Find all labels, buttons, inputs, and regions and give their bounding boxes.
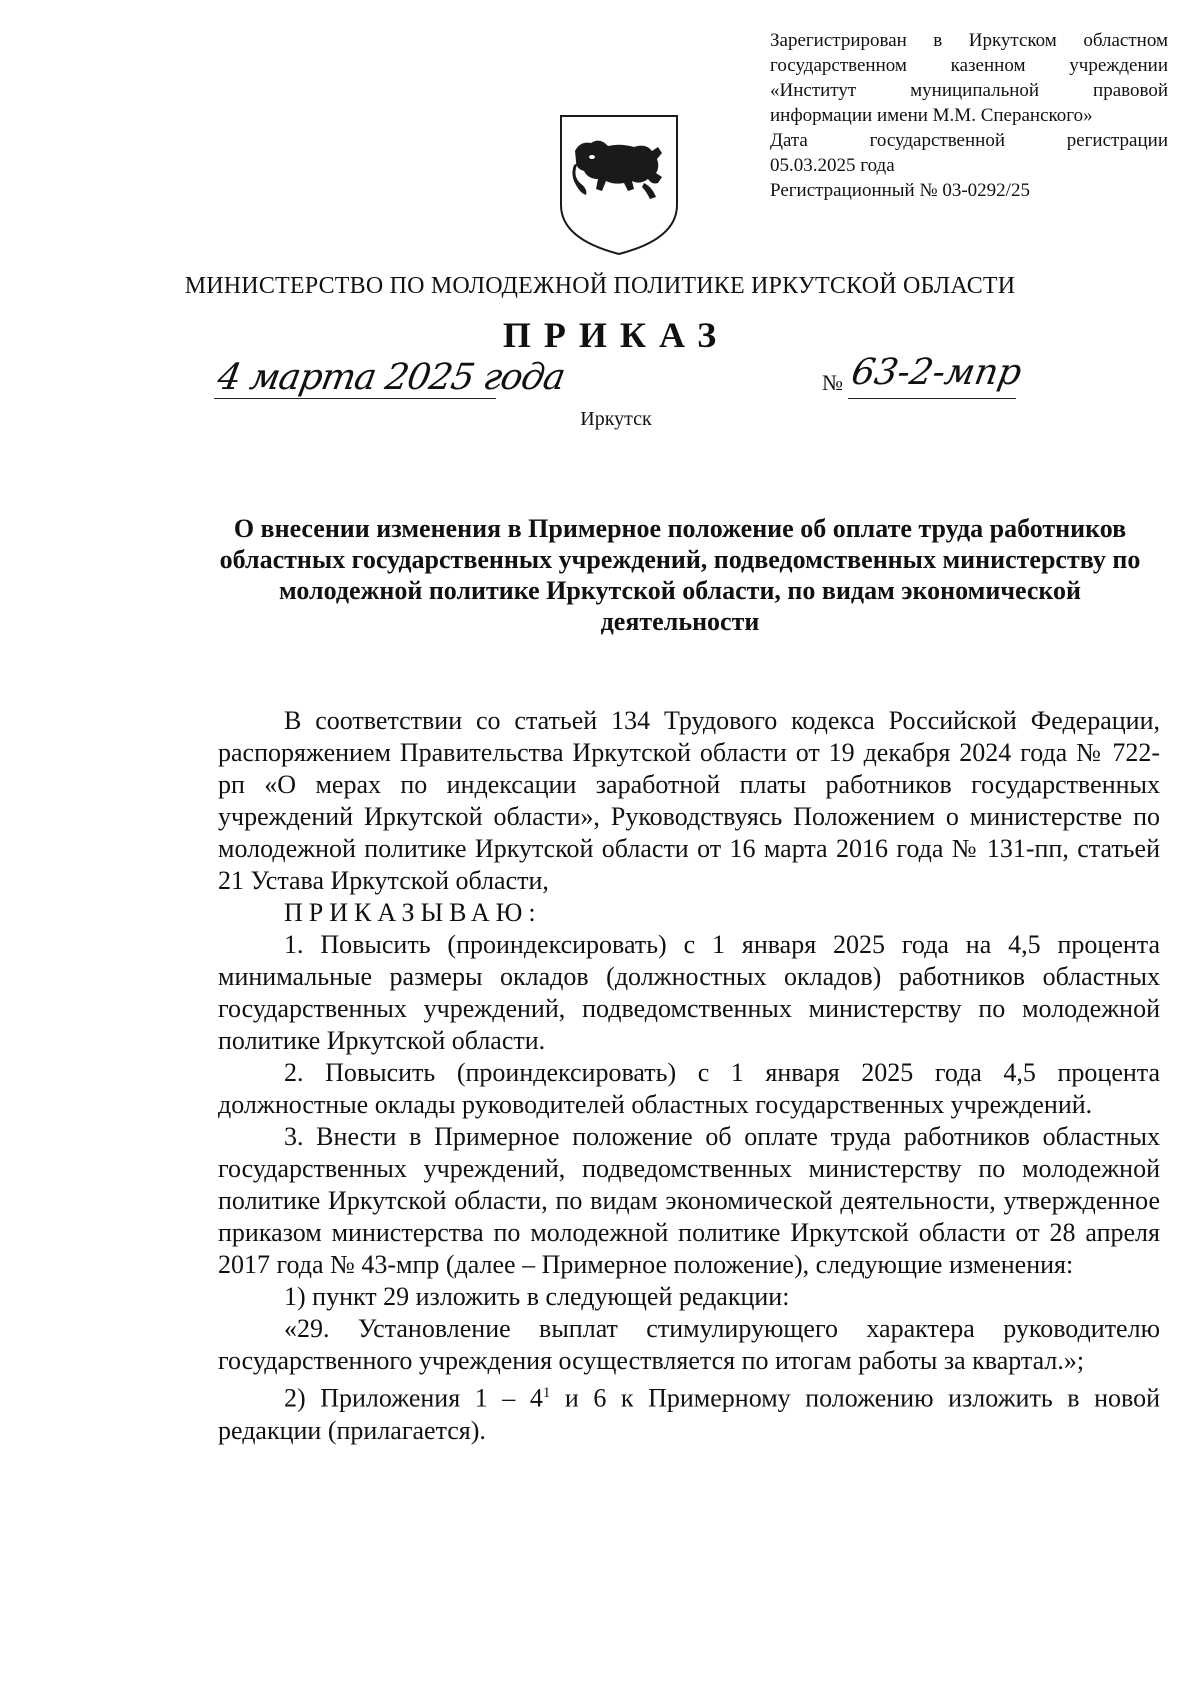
- document-type: ПРИКАЗ: [502, 315, 730, 355]
- registration-line: Зарегистрирован в Иркутском областном: [770, 30, 1168, 51]
- document-body: [218, 705, 1160, 1447]
- number-underline: [848, 398, 1016, 399]
- subclause-2: [218, 1377, 1160, 1447]
- order-word: ПРИКАЗЫВАЮ:: [284, 898, 542, 927]
- subclause-2-end: и 6 к Примерному положению изложить в новой редакции (прилагается).: [218, 1383, 1160, 1445]
- subclause-1-text: «29. Установление выплат стимулирующего характера руководителю государственного учреждения осуществляется по итогам работы за квартал.»;: [218, 1314, 1160, 1375]
- clause-3: 3. Внести в Примерное положение об оплате труда работников областных государственных учреждений, подведомственных министерству по молодежной политике Иркутской области, по видам экономической деятельности, утвержденное приказом министерства по молодежной политике Иркутской области от 28 апреля 2017 года № 43-мпр (далее – Примерное положение), следующие изменения:: [218, 1122, 1160, 1279]
- subclause-2-start: 2) Приложения 1 – 4: [284, 1383, 543, 1413]
- ministry-name: МИНИСТЕРСТВО ПО МОЛОДЕЖНОЙ ПОЛИТИКЕ ИРКУТСКОЙ ОБЛАСТИ: [184, 273, 1016, 299]
- registration-line: Дата государственной регистрации: [770, 130, 1168, 151]
- preamble-paragraph: В соответствии со статьей 134 Трудового кодекса Российской Федерации, распоряжением Правительства Иркутской области от 19 декабря 2024 года № 722-рп «О мерах по индексации заработной платы работников государственных учреждений Иркутской области», Руководствуясь Положением о министерстве по молодежной политике Иркутской области от 16 марта 2016 года № 131-пп, статьей 21 Устава Иркутской области,: [218, 706, 1160, 895]
- city: Иркутск: [580, 408, 652, 430]
- number-sign: №: [822, 370, 843, 395]
- document-title: О внесении изменения в Примерное положение об оплате труда работников областных государственных учреждений, подведомственных министерству по молодежной политике Иркутской области, по видам экономической деятельности: [219, 514, 1141, 636]
- irkutsk-coat-of-arms-icon: [558, 113, 680, 257]
- registration-line: государственном казенном учреждении: [770, 55, 1168, 76]
- date-underline: [214, 398, 496, 399]
- clause-2: 2. Повысить (проиндексировать) с 1 января 2025 года 4,5 процента должностные оклады руководителей областных государственных учреждений.: [218, 1058, 1160, 1119]
- clause-1: 1. Повысить (проиндексировать) с 1 января 2025 года на 4,5 процента минимальные размеры окладов (должностных окладов) работников областных государственных учреждений, подведомственных министерству по молодежной политике Иркутской области.: [218, 930, 1160, 1055]
- registration-date: 05.03.2025 года: [770, 155, 895, 176]
- handwritten-number: 63-2-мпр: [848, 352, 1025, 393]
- registration-line: информации имени М.М. Сперанского»: [770, 105, 1093, 126]
- superscript: 1: [542, 1385, 551, 1401]
- registration-line: «Институт муниципальной правовой: [770, 80, 1168, 101]
- subclause-1: 1) пункт 29 изложить в следующей редакции:: [284, 1282, 790, 1311]
- handwritten-date: 4 марта 2025 года: [214, 357, 568, 398]
- registration-stamp: [770, 28, 1168, 203]
- registration-number: Регистрационный № 03-0292/25: [770, 180, 1030, 201]
